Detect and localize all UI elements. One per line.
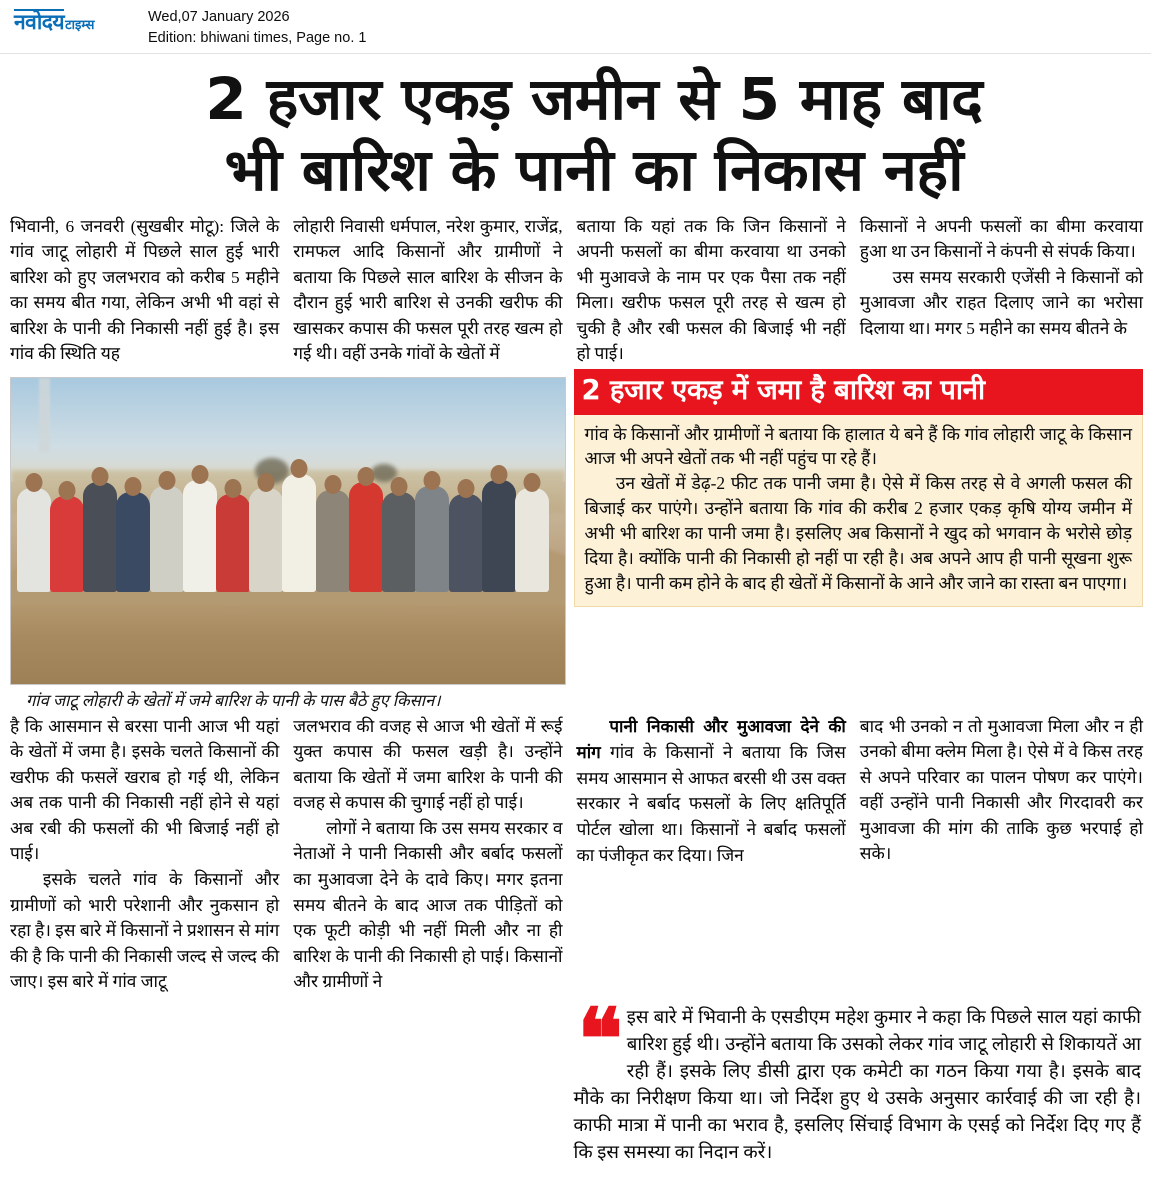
brand-name-primary: नवोदय	[14, 10, 65, 34]
paragraph: बाद भी उनको न तो मुआवजा मिला और न ही उनको बीमा क्लेम मिला है। ऐसे में वे किस तरह से अपने परिवार का पालन पोषण कर पाएंगे। वहीं उन्होंने पानी निकासी और गिरदावरी कर मुआवजा की मांग की ताकि कुछ भरपाई हो सके।	[859, 716, 1143, 864]
edition-and-page: Edition: bhiwani times, Page no. 1	[148, 29, 367, 46]
photo-person-head	[92, 467, 109, 486]
photo-pole	[39, 378, 50, 451]
paragraph: इसके चलते गांव के किसानों और ग्रामीणों को भारी परेशानी और नुकसान हो रहा है। इस बारे में किसानों ने प्रशासन से मांग की है कि पानी की निकासी जल्द से जल्द की जाए। इस बारे में गांव जाटू	[10, 870, 280, 992]
photo-person	[349, 482, 383, 592]
edition-info	[148, 4, 366, 48]
brand-name-secondary: टाइम्स	[65, 18, 95, 33]
photo-person-head	[391, 477, 408, 496]
photo-person	[116, 492, 150, 592]
paragraph: किसानों ने अपनी फसलों का बीमा करवाया हुआ था उन किसानों ने कंपनी से संपर्क किया।	[859, 216, 1143, 262]
column-3	[577, 214, 860, 368]
photo-person-head	[357, 467, 374, 486]
photo-person	[449, 494, 483, 592]
highlight-banner-title: 2 हजार एकड़ में जमा है बारिश का पानी	[574, 369, 1143, 415]
article-columns-top	[0, 208, 1151, 368]
photo-person-head	[457, 479, 474, 498]
photo-person-head	[258, 473, 275, 492]
paragraph: उस समय सरकारी एजेंसी ने किसानों को मुआवजा और राहत दिलाए जाने का भरोसा दिलाया था। मगर 5 महीने का समय बीतने के	[859, 267, 1143, 338]
subheading-leadin: पानी निकासी और मुआवजा देने की मांग	[576, 716, 846, 763]
photo-person-head	[125, 477, 142, 496]
photo-person-head	[291, 459, 308, 478]
photo-person-head	[191, 465, 208, 484]
photo-wrap	[10, 377, 566, 711]
quote-mark-icon: ❝	[577, 989, 617, 1089]
photo-person	[183, 480, 217, 592]
photo-person	[216, 494, 250, 592]
photo-column	[10, 369, 574, 711]
column-3-lower	[577, 714, 860, 996]
photo-person	[17, 488, 51, 592]
quote-row	[0, 989, 1151, 1167]
photo-person	[316, 490, 350, 592]
column-2	[293, 214, 576, 368]
photo-person	[282, 474, 316, 592]
column-4-lower	[860, 714, 1143, 996]
photo-person	[150, 486, 184, 592]
paragraph: बताया कि यहां तक कि जिन किसानों ने अपनी फसलों का बीमा करवाया था उनको भी मुआवजे के नाम पर एक पैसा तक नहीं मिला। खरीफ फसल पूरी तरह से खत्म हो चुकी है और रबी फसल की बिजाई भी नहीं हो पाई।	[576, 216, 846, 364]
paragraph-text: गांव के किसानों ने बताया कि जिस समय आसमान से आफत बरसी थी उस वक्त सरकार ने बर्बाद फसलों के लिए क्षतिपूर्ति पोर्टल खोला था। किसानों ने बर्बाद फसलों का पंजीकृत कर दिया। जिन	[576, 742, 846, 865]
news-photo	[10, 377, 566, 685]
photo-person	[515, 488, 549, 592]
photo-person	[382, 492, 416, 592]
paragraph: लोहारी निवासी धर्मपाल, नरेश कुमार, राजेंद्र, रामफल आदि किसानों और ग्रामीणों ने बताया कि पिछले साल बारिश के सीजन के दौरान हुई भारी बारिश से उनकी खरीफ की खासकर कपास की फसल पूरी तरह खत्म हो गई थी। वहीं उनके गांवों के खेतों में	[293, 216, 563, 364]
photo-person-head	[58, 481, 75, 500]
paragraph: है कि आसमान से बरसा पानी आज भी यहां के खेतों में जमा है। इसके चलते किसानों की खरीफ की फसलें खराब हो गई थी, लेकिन अब तक पानी की निकासी नहीं होने से यहां अब रबी की फसलों की भी बिजाई नहीं हो पाई।	[10, 716, 280, 864]
column-4	[860, 214, 1143, 368]
masthead	[0, 0, 1151, 54]
photo-person-head	[324, 475, 341, 494]
page-title	[0, 54, 1151, 208]
article-columns-bottom	[0, 712, 1151, 996]
photo-person	[415, 486, 449, 592]
paragraph: उन खेतों में डेढ़-2 फीट तक पानी जमा है। ऐसे में किस तरह से वे अगली फसल की बिजाई कर पाएंगे। उन्होंने बताया कि गांव की करीब 2 हजार एकड़ कृषि योग्य जमीन में अभी भी बारिश का पानी जमा है। इसलिए अब किसानों ने खुद को भगवान के भरोसे छोड़ दिया है। क्योंकि पानी की निकासी हो नहीं पा रही है। अब अपने आप ही पानी सूखना शुरू हुआ है। पानी कम होने के बाद ही खेतों में किसानों के आने और जाने का रास्ता बन पाएगा।	[584, 473, 1132, 593]
column-1	[10, 214, 293, 368]
highlight-box	[574, 369, 1143, 711]
photo-person-head	[25, 473, 42, 492]
headline-line-1: 2 हजार एकड़ जमीन से 5 माह बाद	[205, 65, 983, 133]
paragraph: गांव के किसानों और ग्रामीणों ने बताया कि हालात ये बने हैं कि गांव लोहारी जाटू के किसान आज भी अपने खेतों तक भी नहीं पहुंच पा रहे हैं।	[584, 423, 1132, 469]
photo-person-head	[424, 471, 441, 490]
column-1-lower	[10, 714, 293, 996]
photo-caption: गांव जाटू लोहारी के खेतों में जमे बारिश के पानी के पास बैठे हुए किसान।	[26, 691, 441, 711]
publication-date: Wed,07 January 2026	[148, 9, 290, 25]
photo-person	[50, 496, 84, 592]
media-and-highlight-row	[0, 367, 1151, 711]
official-statement-quote	[572, 989, 1143, 1167]
photo-person	[249, 488, 283, 592]
photo-person-head	[158, 471, 175, 490]
paragraph-with-leadin	[577, 714, 846, 869]
photo-person-head	[490, 465, 507, 484]
newspaper-logo[interactable]	[0, 4, 148, 33]
column-2-lower	[293, 714, 576, 996]
paragraph: भिवानी, 6 जनवरी (सुखबीर मोटू): जिले के गांव जाटू लोहारी में पिछले साल हुई भारी बारिश को हुए जलभराव को करीब 5 महीने का समय बीत गया, लेकिन अभी भी वहां से बारिश के पानी की निकासी नहीं हुई है। इस गांव की स्थिति यह	[10, 216, 280, 364]
headline-line-2: भी बारिश के पानी का निकास नहीं	[224, 135, 964, 204]
photo-person-head	[524, 473, 541, 492]
quote-text: इस बारे में भिवानी के एसडीएम महेश कुमार ने कहा कि पिछले साल यहां काफी बारिश हुई थी। उन्होंने बताया कि उसको लेकर गांव जाटू लोहारी से शिकायतें आ रही हैं। इसके लिए डीसी द्वारा एक कमेटी का गठन किया गया है। इसके बाद मौके का निरीक्षण किया था। जो निर्देश हुए थे उसके अनुसार कार्रवाई की जा रही है। काफी मात्रा में पानी का भराव है, इसलिए सिंचाई विभाग के एसई को निर्देश दिए गए हैं कि इस समस्या का निदान करें।	[573, 1007, 1141, 1163]
quote-spacer	[10, 1001, 572, 1167]
paragraph: लोगों ने बताया कि उस समय सरकार व नेताओं ने पानी निकासी और बर्बाद फसलों का मुआवजा देने के दावे किए। मगर इतना समय बीतने के बाद आज तक पीड़ितों को एक फूटी कोड़ी भी नहीं मिली और ना ही बारिश के पानी की निकासी हो पाई। किसानों और ग्रामीणों ने	[293, 818, 563, 992]
photo-person-head	[224, 479, 241, 498]
highlight-body	[574, 415, 1143, 607]
photo-person	[482, 480, 516, 592]
paragraph: जलभराव की वजह से आज भी खेतों में रूई युक्त कपास की फसल खड़ी है। उन्होंने बताया कि खेतों में जमा बारिश के पानी की वजह से कपास की चुगाई नहीं हो पाई।	[293, 716, 563, 813]
photo-person	[83, 482, 117, 592]
